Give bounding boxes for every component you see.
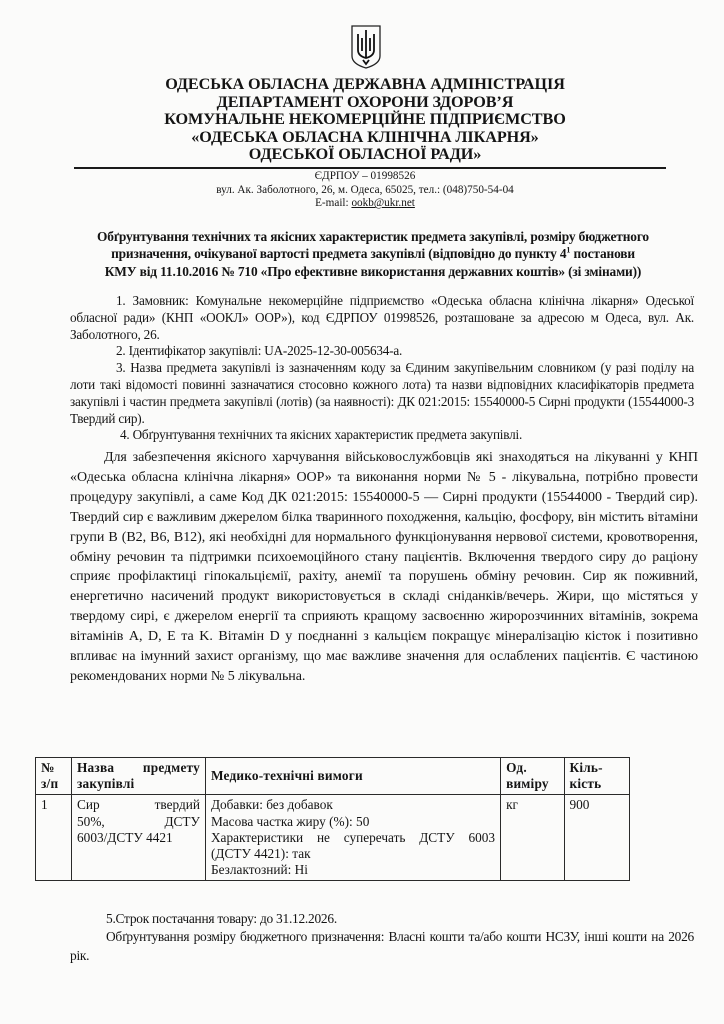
header-requirements: Медико-технічні вимоги	[205, 758, 500, 795]
table-header-row	[36, 758, 630, 795]
edrpou-code: ЄДРПОУ – 01998526	[314, 170, 416, 182]
org-line: ОДЕСЬКОЇ ОБЛАСНОЇ РАДИ»	[248, 145, 482, 164]
header-text: Назва предмету	[77, 760, 200, 775]
section-subject-name: 3. Назва предмета закупівлі із зазначенням коду за Єдиним закупівельним словником (у разі поділу на лоти такі відомості повинні зазначатися стосовно кожного лота) та назви відповідних класифікаторів предмета закупівлі і частин предмета закупівлі (лотів) (за наявності): ДК 021:2015: 15540000-5 Сирні продукти (15544000-3 Твердий сир).	[70, 360, 694, 426]
title-text: призначення, очікуваної вартості предмета закупівлі (відповідно до пункту 4	[111, 246, 567, 262]
footer-block	[70, 910, 694, 965]
budget-justification: Обґрунтування розміру бюджетного призначення: Власні кошти та/або кошти НСЗУ, інші кошти на 2026 рік.	[70, 929, 694, 963]
justification-paragraph: Для забезпечення якісного харчування військовослужбовців які знаходяться на лікуванні у КНП «Одеська обласна клінічна лікарня» ООР» та виконання норми № 5 - лікувальна, потрібно провести процедуру закупівлі, а саме Код ДК 021:2015: 15540000-5 — Сирні продукти (15544000 - Твердий сир). Твердий сир є важливим джерелом білка тваринного походження, кальцію, фосфору, він містить вітаміни групи В (В2, В6, В12), які необхідні для нормального функціонування нервової системи, кровотворення, обміну речовин та підтримки психоемоційного стану пацієнтів. Включення твердого сиру до раціону сприяє профілактиці гіпокальціємії, рахіту, анемії та порушень обміну речовин. Сир як поживний, енергетично насичений продукт використовується в складі сніданків/вечерь. Жири, що містяться у твердому сирі, є джерелом енергії та сприяють кращому засвоєнню жиророзчинних вітамінів, зокрема вітамінів A, D, E та K. Вітамін D у поєднанні з кальцієм покращує мінералізацію кісток і позитивно впливає на імунний захист організму, що має важливе значення для ослаблених пацієнтів. Є частиною рекомендованих норми № 5 лікувальна.	[70, 450, 698, 684]
org-line: ОДЕСЬКА ОБЛАСНА ДЕРЖАВНА АДМІНІСТРАЦІЯ	[165, 75, 565, 93]
org-line: «ОДЕСЬКА ОБЛАСНА КЛІНІЧНА ЛІКАРНЯ»	[191, 127, 539, 146]
header-text: Кіль-	[569, 760, 603, 775]
numbered-sections	[70, 293, 694, 444]
section-procurement-id: 2. Ідентифікатор закупівлі: UA-2025-12-30-005634-а.	[116, 343, 403, 359]
org-line: КОМУНАЛЬНЕ НЕКОМЕРЦІЙНЕ ПІДПРИЄМСТВО	[164, 110, 566, 129]
requirement-line: Масова частка жиру (%): 50	[210, 813, 370, 829]
email-line	[100, 197, 630, 211]
cell-requirements	[205, 795, 500, 881]
name-line: 50%, ДСТУ	[77, 813, 200, 829]
section-justification-heading: 4. Обґрунтування технічних та якісних характеристик предмета закупівлі.	[120, 427, 523, 443]
requirement-line: Характеристики не суперечать ДСТУ 6003	[210, 829, 496, 845]
email-label: E-mail:	[315, 197, 352, 210]
requirement-line: Безлактозний: Ні	[210, 862, 308, 878]
section-customer: 1. Замовник: Комунальне некомерційне підприємство «Одеська обласна клінічна лікарня» Одеської обласної ради» (КНП «ООКЛ» ООР»), код ЄДРПОУ 01998526, розташоване за адресою м Одеса, вул. Ак. Заболотного, 26.	[70, 293, 694, 342]
justification-paragraph-block	[70, 448, 698, 687]
email-link[interactable]: ookb@ukr.net	[351, 197, 415, 210]
header-text: кість	[569, 776, 602, 792]
requirement-line: (ДСТУ 4421): так	[210, 846, 311, 862]
table-row	[36, 795, 630, 881]
header-text: з/п	[41, 776, 59, 792]
name-line: 6003/ДСТУ 4421	[77, 829, 173, 845]
coat-of-arms-trident-icon	[350, 24, 382, 70]
header-qty	[564, 758, 630, 795]
header-text: виміру	[506, 776, 549, 792]
organization-heading	[60, 76, 670, 164]
specification-table	[35, 757, 630, 881]
document-title	[62, 228, 684, 280]
cell-qty: 900	[564, 795, 630, 881]
superscript: 1	[566, 245, 571, 255]
contact-block	[100, 170, 630, 211]
org-line: ДЕПАРТАМЕНТ ОХОРОНИ ЗДОРОВ’Я	[216, 92, 514, 111]
delivery-term: 5.Строк постачання товару: до 31.12.2026.	[106, 911, 337, 926]
header-unit	[501, 758, 564, 795]
title-text: постанови	[570, 246, 635, 262]
requirement-line: Добавки: без добавок	[210, 797, 333, 813]
name-line: Сир твердий	[77, 797, 200, 813]
title-line	[62, 245, 684, 262]
header-text: №	[41, 760, 55, 775]
cell-num: 1	[36, 795, 72, 881]
header-text: Од.	[506, 760, 527, 775]
header-text: закупівлі	[77, 776, 135, 792]
title-line: Обґрунтування технічних та якісних характеристик предмета закупівлі, розміру бюджетного	[97, 229, 649, 244]
address: вул. Ак. Заболотного, 26, м. Одеса, 65025, тел.: (048)750-54-04	[216, 183, 514, 196]
title-line: КМУ від 11.10.2016 № 710 «Про ефективне використання державних коштів» (зі змінами))	[104, 263, 642, 279]
cell-name	[72, 795, 206, 881]
header-divider	[74, 167, 666, 169]
header-name	[72, 758, 206, 795]
header-num	[36, 758, 72, 795]
cell-unit: кг	[501, 795, 564, 881]
